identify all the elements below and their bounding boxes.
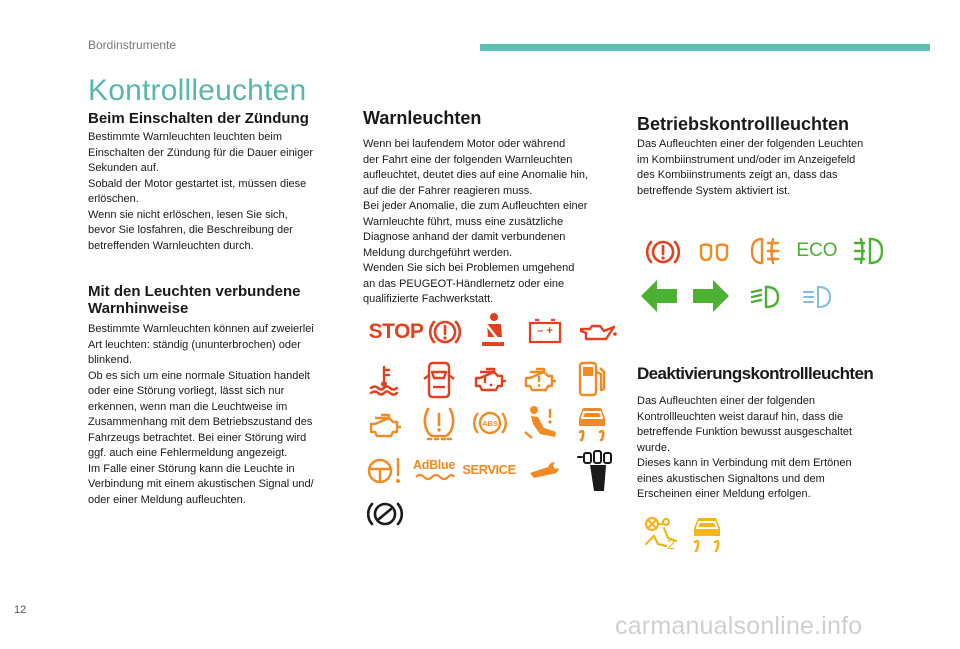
page-number: 12	[14, 604, 27, 616]
heading-indicator-lamps: Betriebskontrollleuchten	[637, 114, 850, 134]
stability-control-icon	[575, 404, 611, 442]
brake-warning-icon	[428, 316, 462, 348]
electric-parking-brake-icon	[366, 497, 404, 531]
door-open-icon	[423, 360, 455, 400]
header-accent-bar	[480, 44, 930, 51]
adblue-label: AdBlue	[413, 458, 455, 472]
brake-indicator-icon	[645, 236, 681, 268]
text-indicator-lamps: Das Aufleuchten einer der folgenden Leuchten im Kombiinstrument und/oder im Anzeigefeld des Kombiinstruments zeigt an, dass das betreffende System aktiviert ist.	[637, 138, 864, 197]
airbag-fault-icon	[522, 404, 560, 442]
seatbelt-icon	[478, 312, 508, 348]
page-title: Kontrollleuchten	[88, 74, 307, 107]
stop-icon: STOP	[368, 320, 424, 343]
wrench-icon	[528, 460, 562, 480]
tyre-pressure-icon	[420, 404, 458, 442]
text-deactivation-lamps: Das Aufleuchten einer der folgenden Kontrollleuchten weist darauf hin, dass die betreffende Funktion bewusst ausgeschaltet wurde. Dieses kann in Verbindung mit dem Ertönen eines akustischen Signaltons und dem Erscheinen einer Meldung erfolgen.	[637, 395, 853, 500]
text-warning-lamps: Wenn bei laufendem Motor oder während der Fahrt eine der folgenden Warnleuchten aufleuchtet, deutet dies auf eine Anomalie hin, auf die der Fahrer reagieren muss. Bei jeder Anomalie, die zum Aufleuchten einer Warnleuchte führt, muss eine zusätzliche Diagnose anhand der damit verbundenen Meldung durchgeführt werden. Wenden Sie sich bei Problemen umgehend an das PEUGEOT-Händlernetz oder eine qualifizierte Fachwerkstatt.	[363, 138, 589, 305]
rear-fog-light-icon	[750, 236, 782, 266]
service-icon: SERVICE	[462, 461, 516, 477]
front-fog-light-icon	[852, 236, 886, 266]
abs-label: ABS	[482, 418, 498, 428]
section-label: Bordinstrumente	[88, 38, 177, 52]
coolant-temperature-icon	[368, 364, 400, 396]
engine-fault-red-icon	[472, 364, 508, 394]
eco-icon: ECO	[796, 240, 838, 261]
deactivation-number: 2	[667, 536, 675, 552]
engine-service-icon	[367, 410, 403, 440]
parking-light-icon	[802, 284, 834, 310]
engine-fault-orange-icon	[522, 364, 558, 394]
battery-polarity-label: – +	[537, 325, 553, 337]
steering-fault-icon	[366, 456, 402, 486]
heading-deactivation-lamps: Deaktivierungskontrollleuchten	[637, 364, 874, 383]
heading-ignition: Beim Einschalten der Zündung	[88, 110, 309, 127]
adblue-icon	[414, 473, 456, 481]
watermark: carmanualsonline.info	[615, 612, 863, 640]
heading-warnings: Mit den Leuchten verbundene Warnhinweise	[88, 283, 301, 317]
glow-plug-icon	[698, 240, 732, 264]
text-warnings: Bestimmte Warnleuchten können auf zweierlei Art leuchten: ständig (ununterbrochen) oder blinkend. Ob es sich um eine normale Situation handelt oder eine Störung vorliegt, lässt sich nur erkennen, wenn man die Leuchtweise im Zusammenhang mit dem Betriebszustand des Fahrzeugs betrachtet. Bei einer Störung wird ggf. auch eine Fehlermeldung angezeigt. Im Falle einer Störung kann die Leuchte in Verbindung mit einem akustischen Signal und/ oder einer Meldung aufleuchten.	[88, 323, 314, 506]
fuel-low-icon	[577, 360, 607, 398]
stability-control-off-icon	[690, 514, 726, 554]
text-ignition: Bestimmte Warnleuchten leuchten beim Einschalten der Zündung für die Dauer einiger Sekunden auf. Sobald der Motor gestartet ist, müssen diese erlöschen. Wenn sie nicht erlöschen, lesen Sie sich, bevor Sie losfahren, die Beschreibung der betreffenden Warnleuchten durch.	[88, 131, 314, 252]
turn-right-indicator-icon	[691, 278, 731, 314]
turn-left-indicator-icon	[639, 278, 679, 314]
oil-pressure-icon	[578, 319, 618, 343]
low-beam-icon	[750, 284, 782, 310]
foot-on-brake-icon	[576, 449, 616, 493]
heading-warning-lamps: Warnleuchten	[363, 108, 482, 128]
